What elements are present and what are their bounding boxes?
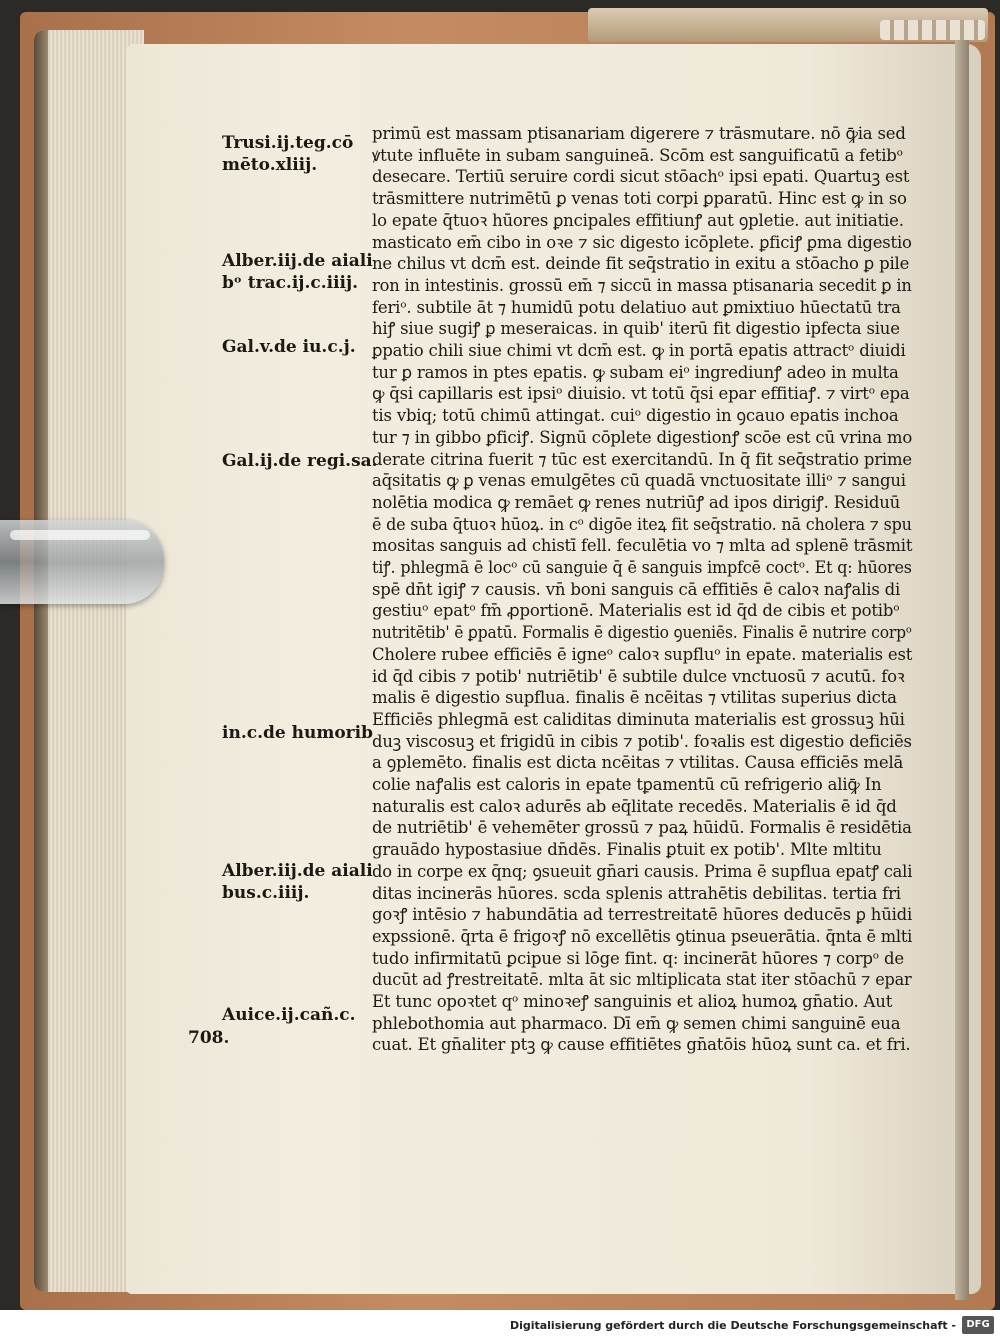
spine-edge [34, 30, 48, 1292]
text-line: ron in intestinis. grossū em̄ ⁊ siccū in massa ptisanaria secedit ꝑ in [372, 275, 912, 295]
folio-number: 708. [188, 1028, 230, 1048]
text-line: ditas incinerās hūores. scda splenis attrahētis debilitas. tertia fri [372, 883, 901, 903]
text-line: duꝫ viscosuꝫ et frigidū in cibis ⁊ potib'. foꝛalis est digestio deficiēs [372, 731, 912, 751]
text-line: tur ⁊ in gibbo ꝑficiꝭ. Signū cōplete digestionꝭ scōe est cū vrina mo [372, 427, 913, 447]
text-line: lo epate q̄tuoꝛ hūores ꝑncipales effitiunꝭ aut ꝯpletie. aut initiatie. [372, 210, 904, 230]
text-line: Et tunc opoꝛtet qᵒ minoꝛeꝭ sanguinis et alioꝝ humoꝝ gn̄atio. Aut [372, 992, 893, 1011]
text-line: colie naꝭalis est caloris in epate tꝑamentū cū refrigerio aliꝙ̄ In [372, 775, 882, 794]
text-line: desecare. Tertiū seruire cordi sicut stōachᵒ ipsi epati. Quartuꝫ est [372, 167, 910, 187]
text-line: derate citrina fuerit ⁊ tūc est exercitandū. In q̄ fit seq̄stratio prime [372, 449, 912, 469]
text-line: malis ē digestio supflua. finalis ē ncēitas ⁊ vtilitas superius dicta [372, 688, 897, 708]
margin-note: Gal.v.de iu.c.j. [222, 337, 356, 357]
text-line: expssionē. q̄rta ē frigoꝛꝭ nō excellētis ꝯtinua pseuerātia. q̄nta ē mlti [372, 926, 913, 946]
headband-stitching [880, 20, 985, 40]
text-line: spē dn̄t igiꝭ ⁊ causis. vn̄ boni sanguis cā effitiēs ē caloꝛ naꝭalis di [372, 579, 901, 599]
margin-note: Gal.ij.de regi.sa. [222, 451, 378, 471]
text-line: ꝟtute influēte in subam sanguineā. Scōm est sanguificatū a fetibᵒ [372, 145, 903, 165]
margin-note: in.c.de humorib [222, 723, 373, 743]
text-line: id q̄d cibis ⁊ potib' nutriētib' ē subtile dulce vnctuosū ⁊ acutū. foꝛ [372, 666, 905, 686]
text-line: a ꝯplemēto. finalis est dicta ncēitas ⁊ vtilitas. Causa efficiēs melā [372, 753, 904, 773]
text-line: ducūt ad ꝭrestreitatē. mlta āt sic mltiplicata stat iter stōachū ⁊ epar [372, 970, 912, 990]
text-line: aq̄sitatis ꝙ ꝑ venas emulgētes cū quadā vnctuositate illiᵒ ⁊ sangui [372, 471, 906, 491]
text-line: do in corpe ex q̄nq; ꝯsueuit gn̄ari causis. Prima ē supflua epatꝭ cali [372, 861, 913, 881]
text-line: mositas sanguis ad chistī fell. feculētia vo ⁊ mlta ad splenē trāsmit [372, 536, 913, 556]
text-line: ꝙ q̄si capillaris est ipsiᵒ diuisio. vt totū q̄si epar effitiaꝭ. ⁊ virtᵒ epa [372, 384, 910, 404]
margin-note: bus.c.iiij. [222, 883, 310, 903]
gutter-shadow [955, 40, 969, 1300]
text-line: ē de suba q̄tuoꝛ hūoꝝ. in cᵒ digōe iteꝝ fit seq̄stratio. nā cholera ⁊ spu [372, 514, 912, 534]
text-line: Cholere rubee efficiēs ē igneᵒ caloꝛ supfluᵒ in epate. materialis est [372, 644, 913, 664]
margin-note: bᵒ trac.ij.c.iiij. [222, 273, 359, 293]
text-line: tur ꝑ ramos in ptes epatis. ꝙ subam eiᵒ ingrediunꝭ adeo in multa [372, 362, 899, 382]
text-line: hiꝭ siue sugiꝭ ꝑ meseraicas. in quib' iterū fit digestio ipfecta siue [372, 319, 900, 339]
text-line: tiꝭ. phlegmā ē locᵒ cū sanguie q̄ ē sanguis impfcē coctᵒ. Et q: hūores [372, 558, 912, 577]
margin-note: Alber.iij.de aiali [222, 251, 373, 271]
text-line: phlebothomia aut pharmaco. Dī em̄ ꝙ semen chimi sanguinē eua [372, 1013, 901, 1033]
text-line: trāsmittere nutrimētū ꝑ venas toti corpi ꝑparatū. Hinc est ꝙ in so [372, 189, 907, 209]
text-line: tudo infirmitatū ꝑcipue si lōge fint. q: incinerāt hūores ⁊ corpᵒ de [372, 948, 904, 968]
margin-note: Alber.iij.de aiali [222, 861, 373, 881]
text-line: ꝑpatio chili siue chimi vt dcm̄ est. ꝙ in portā epatis attractᵒ diuidi [372, 341, 906, 360]
text-line: Efficiēs phlegmā est caliditas diminuta materialis est grossuꝫ hūi [372, 709, 905, 729]
margin-note: mēto.xliij. [222, 155, 318, 175]
glass-clamp-highlight [10, 530, 150, 540]
text-line: de nutriētib' ē vehemēter grossū ⁊ paꝝ hūidū. Formalis ē residētia [372, 818, 912, 838]
text-line: grauādo hypostasiue dn̄dēs. Finalis ꝑtuit ex potib'. Mlte mltitu [372, 840, 882, 860]
text-line: primū est massam ptisanariam digerere ⁊ trāsmutare. nō ꝙ̄ia sed [372, 124, 906, 143]
text-line: ne chilus vt dcm̄ est. deinde fit seq̄stratio in exitu a stōacho ꝑ pile [372, 254, 910, 274]
dfg-logo: DFG [962, 1316, 994, 1334]
text-line: masticato em̄ cibo in oꝛe ⁊ sic digesto icōplete. ꝑficiꝭ ꝑma digestio [372, 232, 912, 252]
footer-credit: Digitalisierung gefördert durch die Deutsche Forschungsgemeinschaft - [509, 1319, 956, 1332]
text-line: cuat. Et gn̄aliter ptꝫ ꝙ cause effitiētes gn̄atōis hūoꝝ sunt ca. et fri. [372, 1035, 911, 1055]
text-line: nolētia modica ꝙ remāet ꝙ renes nutriūꝭ ad ipos dirigiꝭ. Residuū [372, 492, 901, 512]
text-line: nutritētib' ē ꝑpatū. Formalis ē digestio ꝯueniēs. Finalis ē nutrire corpᵒ [372, 623, 912, 643]
text-line: goꝛꝭ intēsio ⁊ habundātia ad terrestreitatē hūores deducēs ꝑ hūidi [372, 905, 913, 925]
margin-note: Trusi.ij.teg.cō [222, 133, 354, 153]
text-line: feriᵒ. subtile āt ⁊ humidū potu delatiuo aut ꝑmixtiuo hūectatū tra [372, 297, 901, 317]
text-line: gestiuᵒ epatᵒ fm̄ ꝓportionē. Materialis est id q̄d de cibis et potibᵒ [372, 601, 900, 621]
text-line: naturalis est caloꝛ adurēs ab eq̄litate recedēs. Materialis ē id q̄d [372, 796, 897, 816]
margin-note: Auice.ij.cañ.c. [222, 1005, 356, 1025]
text-line: tis vbiq; totū chimū attingat. cuiᵒ digestio in ꝯcauo epatis inchoa [372, 406, 899, 426]
